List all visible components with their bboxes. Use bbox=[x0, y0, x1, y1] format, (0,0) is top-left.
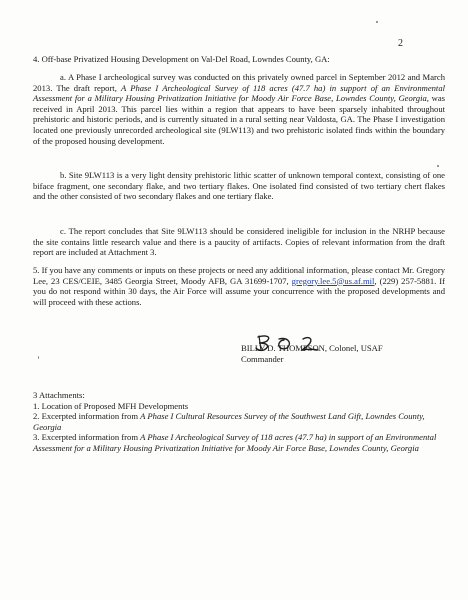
attachment-3-title: A Phase I Archeological Survey of 118 acres (47.7 ha) in support of an Environmental Assessment for a Military Housing Privatization Initiative for Moody Air Force Base, Lowndes County, Georgia bbox=[33, 432, 437, 453]
scan-speck bbox=[376, 21, 378, 23]
item-4-heading-text: 4. Off-base Privatized Housing Development on Val-Del Road, Lowndes County, GA: bbox=[33, 54, 330, 64]
item-5-text-2: , (229) 257-5881. If you do not respond within 30 days, the Air Force will assume your concurrence with the proposed developments and will proceed with these actions. bbox=[33, 275, 445, 307]
item-4-heading bbox=[33, 54, 445, 65]
item-4b-paragraph bbox=[33, 170, 445, 202]
page-number: 2 bbox=[398, 38, 403, 49]
signer-title: Commander bbox=[241, 353, 284, 364]
attachments-header: 3 Attachments: bbox=[33, 390, 85, 400]
signer-name: BILLY D. THOMPSON, Colonel, USAF bbox=[241, 343, 383, 353]
attachment-2 bbox=[33, 411, 445, 432]
contact-email-link[interactable]: gregory.lee.5@us.af.mil bbox=[291, 275, 375, 286]
item-4c-text: c. The report concludes that Site 9LW113 should be considered ineligible for inclusion in the NRHP because the site contains little research value and there is a paucity of artifacts. Copies of relevant information from the draft report are included at Attachment 3. bbox=[33, 226, 445, 258]
item-5-paragraph bbox=[33, 265, 445, 307]
item-4c-paragraph bbox=[33, 226, 445, 258]
item-4a-text-2: was received in April 2013. This parcel lies within a region that appears to have been sparsely inhabited throughout prehistoric and historic periods, and is currently situated in a rural setting near Valdosta, GA. The Phase I investigation located one previously unrecorded archeological site (9LW113) and two prehistoric isolated finds within the boundary of the proposed housing development. bbox=[33, 93, 445, 146]
attachment-1: 1. Location of Proposed MFH Developments bbox=[33, 400, 189, 411]
item-4a-report-title: A Phase I Archeological Survey of 118 acres (47.7 ha) in support of an Environmental Assessment for a Military Housing Privatization Initiative for Moody Air Force Base, Lowndes County, Georgia, bbox=[33, 82, 445, 104]
item-4a-paragraph bbox=[33, 72, 445, 146]
attachment-3-prefix: 3. Excerpted information from bbox=[33, 432, 141, 443]
item-4a-text-1: a. A Phase I archeological survey was conducted on this privately owned parcel in September 2012 and March 2013. The draft report, bbox=[33, 72, 445, 93]
attachment-2-title: A Phase I Cultural Resources Survey of the Southwest Land Gift, Lowndes County, Georgia bbox=[33, 411, 425, 432]
item-4b-text: b. Site 9LW113 is a very light density prehistoric lithic scatter of unknown temporal context, consisting of one biface fragment, one secondary flake, and two tertiary flakes. One isolated find consisted of two tertiary chert flakes and the other consisted of two secondary flakes and one tertiary flake. bbox=[33, 170, 445, 202]
attachments-list bbox=[33, 390, 445, 454]
attachment-3 bbox=[33, 432, 445, 453]
attachment-2-prefix: 2. Excerpted information from bbox=[33, 411, 141, 422]
scan-speck bbox=[437, 165, 439, 167]
signature-block bbox=[241, 343, 383, 364]
scan-speck bbox=[38, 356, 39, 359]
item-5-text-1: 5. If you have any comments or inputs on these projects or need any additional information, please contact Mr. Gregory Lee, 23 CES/CEIE, 3485 Georgia Street, Moody AFB, GA 31699-1707, bbox=[33, 265, 445, 286]
